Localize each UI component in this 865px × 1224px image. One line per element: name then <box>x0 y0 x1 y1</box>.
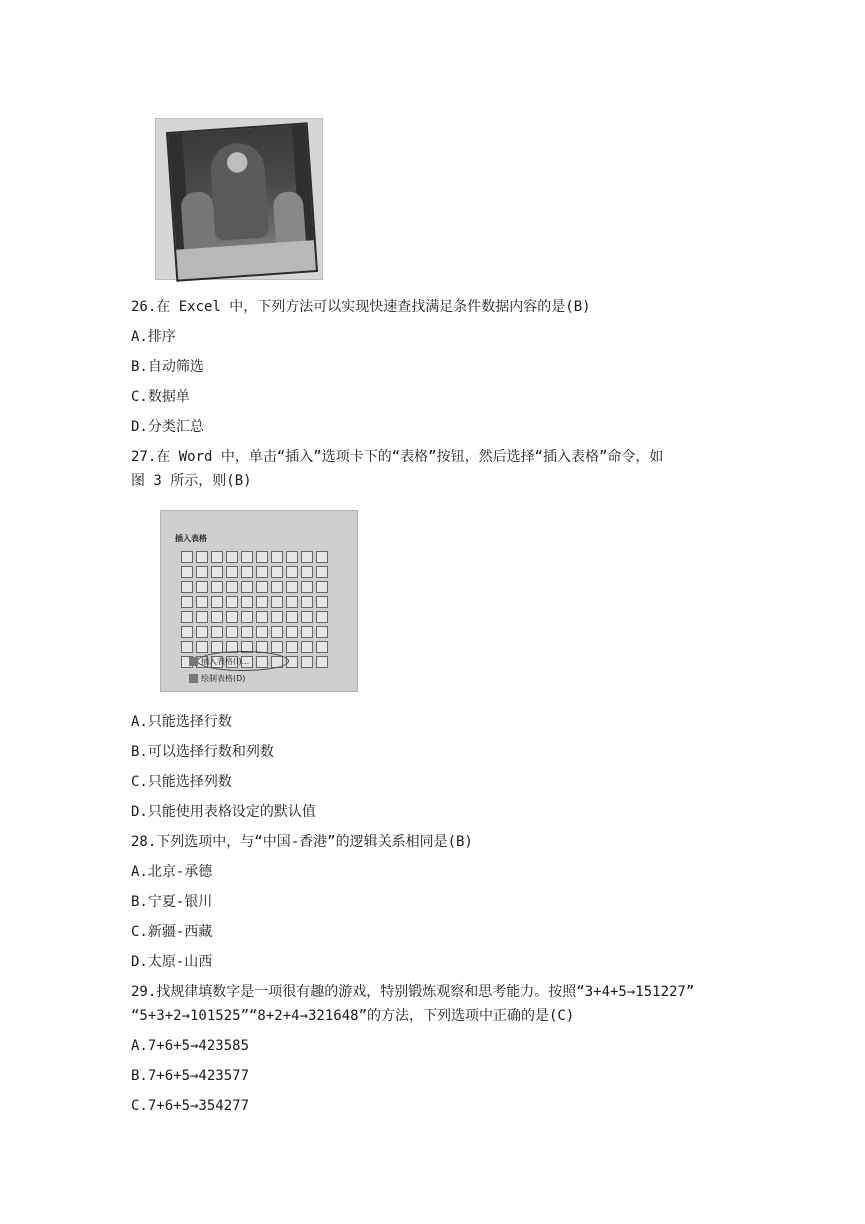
table-grid-cell <box>256 596 268 608</box>
table-grid-cell <box>196 581 208 593</box>
table-grid-cell <box>301 551 313 563</box>
table-grid-cell <box>226 596 238 608</box>
table-grid-cell <box>301 656 313 668</box>
painting-central-figure <box>209 141 270 241</box>
table-grid-cell <box>286 626 298 638</box>
table-grid-cell <box>316 596 328 608</box>
q27-option-c: C.只能选择列数 <box>131 774 232 790</box>
table-grid-cell <box>226 581 238 593</box>
insert-table-figure <box>160 510 358 692</box>
table-grid-cell <box>241 566 253 578</box>
q29-question-line1: 29.找规律填数字是一项很有趣的游戏，特别锻炼观察和思考能力。按照“3+4+5→151227” <box>131 984 695 1000</box>
q26-option-a: A.排序 <box>131 329 176 345</box>
table-grid-cell <box>271 596 283 608</box>
table-grid-cell <box>256 626 268 638</box>
table-grid-cell <box>211 611 223 623</box>
table-grid-cell <box>316 641 328 653</box>
q27-question-line1: 27.在 Word 中，单击“插入”选项卡下的“表格”按钮，然后选择“插入表格”命令，如 <box>131 449 664 465</box>
table-grid-cell <box>271 641 283 653</box>
table-grid-cell <box>286 581 298 593</box>
table-grid-cell <box>196 566 208 578</box>
table-grid-cell <box>241 596 253 608</box>
table-grid-cell <box>241 611 253 623</box>
table-grid-cell <box>211 551 223 563</box>
table-grid-cell <box>196 596 208 608</box>
table-grid-cell <box>301 566 313 578</box>
table-grid-cell <box>181 566 193 578</box>
q26-question: 26.在 Excel 中，下列方法可以实现快速查找满足条件数据内容的是(B) <box>131 299 591 315</box>
q27-option-a: A.只能选择行数 <box>131 714 232 730</box>
table-grid-cell <box>271 626 283 638</box>
table-grid-cell <box>256 566 268 578</box>
q28-option-d: D.太原-山西 <box>131 954 213 970</box>
painting-artwork <box>166 122 318 282</box>
table-grid-cell <box>181 641 193 653</box>
table-grid-cell <box>241 581 253 593</box>
table-grid-cell <box>286 551 298 563</box>
q28-question: 28.下列选项中，与“中国-香港”的逻辑关系相同是(B) <box>131 834 473 850</box>
q27-option-b: B.可以选择行数和列数 <box>131 744 274 760</box>
draw-table-icon <box>189 674 198 683</box>
q27-option-d: D.只能使用表格设定的默认值 <box>131 804 316 820</box>
painting-image <box>155 118 323 280</box>
table-grid-cell <box>226 626 238 638</box>
q28-option-a: A.北京-承德 <box>131 864 213 880</box>
table-grid-cell <box>226 566 238 578</box>
table-grid-cell <box>316 611 328 623</box>
table-grid-cell <box>301 641 313 653</box>
draw-table-menu-item: 绘制表格(D) <box>201 674 246 683</box>
table-grid-cell <box>226 551 238 563</box>
table-grid-cell <box>211 596 223 608</box>
table-grid-cell <box>286 596 298 608</box>
q29-option-b: B.7+6+5→423577 <box>131 1068 250 1084</box>
table-grid-cell <box>316 551 328 563</box>
table-grid-cell <box>211 626 223 638</box>
table-grid-cell <box>181 611 193 623</box>
insert-table-icon <box>189 657 198 666</box>
q27-question-line2: 图 3 所示，则(B) <box>131 473 252 489</box>
table-grid-cell <box>256 551 268 563</box>
table-grid-cell <box>271 551 283 563</box>
table-grid-cell <box>271 611 283 623</box>
table-grid-cell <box>301 581 313 593</box>
q29-option-c: C.7+6+5→354277 <box>131 1098 250 1114</box>
insert-table-figure-title: 插入表格 <box>175 534 207 543</box>
table-grid-cell <box>181 596 193 608</box>
table-grid-cell <box>271 566 283 578</box>
table-grid-cell <box>256 611 268 623</box>
table-grid-cell <box>241 626 253 638</box>
table-grid-cell <box>301 626 313 638</box>
table-grid-cell <box>181 551 193 563</box>
table-grid-cell <box>316 656 328 668</box>
table-grid-cell <box>241 551 253 563</box>
table-grid-cell <box>316 566 328 578</box>
table-grid-cell <box>316 626 328 638</box>
table-grid-cell <box>196 626 208 638</box>
table-grid-cell <box>181 626 193 638</box>
q26-option-c: C.数据单 <box>131 389 190 405</box>
table-grid-cell <box>196 611 208 623</box>
table-grid-cell <box>286 641 298 653</box>
q26-option-b: B.自动筛选 <box>131 359 204 375</box>
table-grid-cell <box>211 566 223 578</box>
table-grid-cell <box>256 581 268 593</box>
q28-option-c: C.新疆-西藏 <box>131 924 213 940</box>
table-grid-cell <box>286 566 298 578</box>
table-grid-cell <box>301 611 313 623</box>
table-grid-cell <box>196 551 208 563</box>
table-grid-cell <box>181 581 193 593</box>
table-grid-cell <box>211 581 223 593</box>
table-grid-cell <box>316 581 328 593</box>
table-grid-cell <box>286 611 298 623</box>
table-grid-cell <box>226 611 238 623</box>
table-grid-cell <box>271 581 283 593</box>
q29-option-a: A.7+6+5→423585 <box>131 1038 250 1054</box>
q29-question-line2: “5+3+2→101525”“8+2+4→321648”的方法，下列选项中正确的是(C) <box>131 1008 575 1024</box>
table-grid-cell <box>196 641 208 653</box>
table-grid-cell <box>301 596 313 608</box>
q26-option-d: D.分类汇总 <box>131 419 204 435</box>
insert-table-menu-item: 插入表格(I)... <box>201 657 250 666</box>
q28-option-b: B.宁夏-银川 <box>131 894 213 910</box>
